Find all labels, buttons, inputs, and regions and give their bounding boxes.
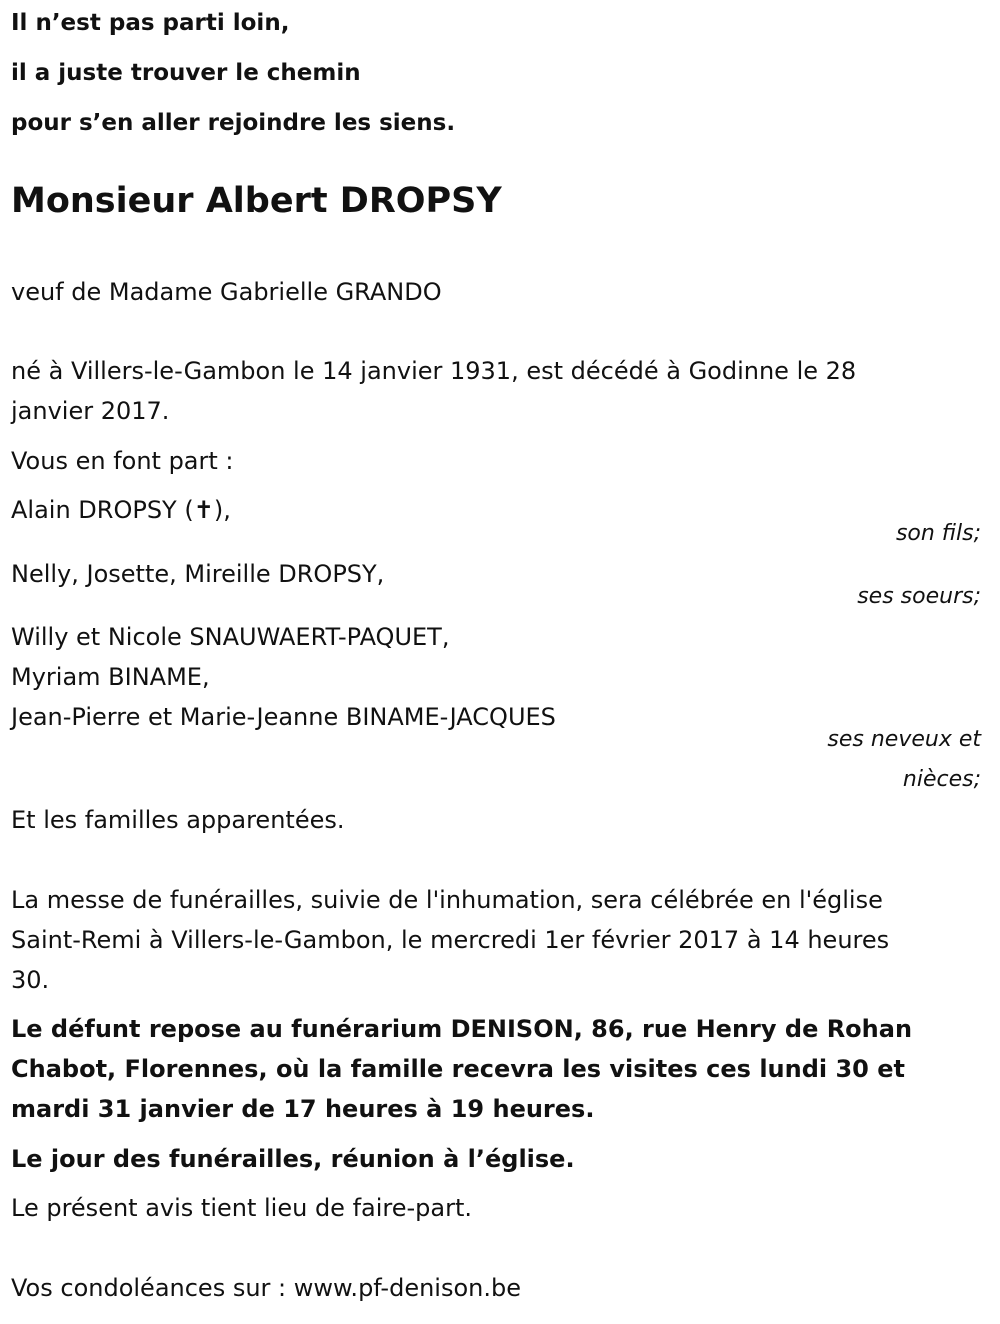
sisters-role: ses soeurs; <box>857 584 981 609</box>
ceremony-line-2: Saint-Remi à Villers-le-Gambon, le mercredi 1er février 2017 à 14 heures <box>11 926 890 954</box>
son-name: Alain DROPSY ( <box>11 496 194 524</box>
poem-line-3: pour s’en aller rejoindre les siens. <box>11 110 456 136</box>
announcement: Vous en font part : <box>11 447 234 475</box>
son-suffix: ), <box>213 496 231 524</box>
visitation-line-1: Le défunt repose au funérarium DENISON, 86, rue Henry de Rohan <box>11 1015 913 1043</box>
related-families: Et les familles apparentées. <box>11 806 345 834</box>
sisters-line: Nelly, Josette, Mireille DROPSY, <box>11 560 385 588</box>
ceremony-line-1: La messe de funérailles, suivie de l'inhumation, sera célébrée en l'église <box>11 886 883 914</box>
ceremony-line-3: 30. <box>11 966 50 994</box>
poem-line-1: Il n’est pas parti loin, <box>11 10 290 36</box>
notice-line: Le présent avis tient lieu de faire-part. <box>11 1194 473 1222</box>
nephews-line-1: Willy et Nicole SNAUWAERT-PAQUET, <box>11 623 450 651</box>
condolences-line: Vos condoléances sur : www.pf-denison.be <box>11 1274 521 1302</box>
birth-death-line-2: janvier 2017. <box>11 397 170 425</box>
deceased-name: Monsieur Albert DROPSY <box>11 181 502 221</box>
poem-line-2: il a juste trouver le chemin <box>11 60 361 86</box>
nephews-line-3: Jean-Pierre et Marie-Jeanne BINAME-JACQUES <box>11 703 556 731</box>
gathering-line: Le jour des funérailles, réunion à l’église. <box>11 1145 575 1173</box>
son-line <box>11 496 231 524</box>
spouse-line: veuf de Madame Gabrielle GRANDO <box>11 278 442 306</box>
visitation-line-3: mardi 31 janvier de 17 heures à 19 heures. <box>11 1095 595 1123</box>
nephews-role-1: ses neveux et <box>827 727 981 752</box>
cross-icon: ✝ <box>193 496 214 524</box>
nephews-role-2: nièces; <box>902 767 981 792</box>
birth-death-line-1: né à Villers-le-Gambon le 14 janvier 1931, est décédé à Godinne le 28 <box>11 357 857 385</box>
son-role: son fils; <box>895 521 981 546</box>
visitation-line-2: Chabot, Florennes, où la famille recevra les visites ces lundi 30 et <box>11 1055 905 1083</box>
nephews-line-2: Myriam BINAME, <box>11 663 210 691</box>
